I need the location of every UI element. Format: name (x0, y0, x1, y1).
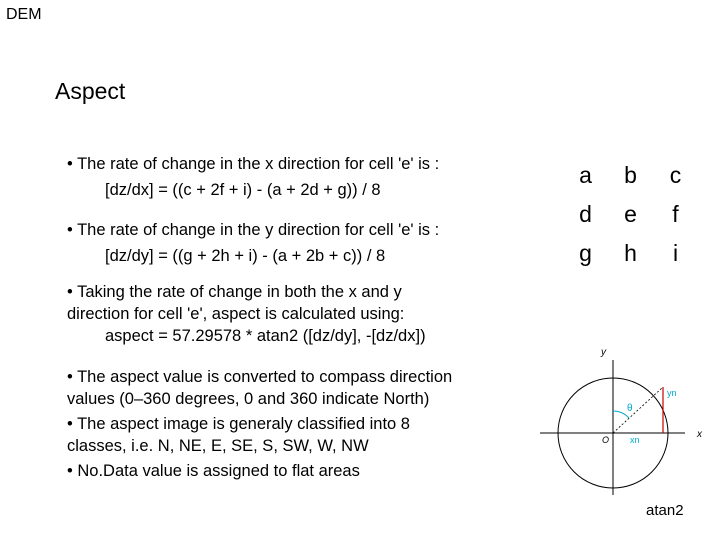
bullet-compass-line2: values (0–360 degrees, 0 and 360 indicate North) (67, 390, 430, 408)
formula-aspect: aspect = 57.29578 * atan2 ([dz/dy], -[dz/dx]) (105, 327, 426, 345)
grid-cell-c: c (669, 162, 682, 188)
grid-cell-i: i (672, 240, 679, 266)
grid-cell-b: b (624, 162, 637, 188)
x-component-label: xn (630, 435, 640, 445)
bullet-nodata: • No.Data value is assigned to flat areas (67, 462, 360, 480)
grid-cell-e: e (624, 201, 637, 227)
angle-label: θ (627, 403, 633, 414)
origin-label: O (602, 435, 610, 445)
atan2-caption: atan2 (646, 502, 684, 519)
grid-cell-f: f (672, 201, 679, 227)
bullet-classes-line2: classes, i.e. N, NE, E, SE, S, SW, W, NW (67, 437, 369, 455)
bullet-both-line1: • Taking the rate of change in both the x and y (67, 283, 402, 301)
bullet-compass-line1: • The aspect value is converted to compass direction (67, 368, 453, 386)
x-axis-label: x (697, 429, 702, 440)
bullet-both-line2: direction for cell 'e', aspect is calculated using: (67, 305, 405, 323)
grid-cell-g: g (579, 240, 592, 266)
y-axis-label: y (601, 347, 606, 358)
grid-cell-h: h (624, 240, 637, 266)
y-component-label: yn (667, 388, 677, 398)
formula-dzdx: [dz/dx] = ((c + 2f + i) - (a + 2d + g)) / 8 (105, 181, 381, 199)
cell-grid (563, 156, 698, 273)
formula-dzdy: [dz/dy] = ((g + 2h + i) - (a + 2b + c)) / 8 (105, 247, 386, 265)
bullet-x-rate: • The rate of change in the x direction for cell 'e' is : (67, 155, 440, 173)
bullet-y-rate: • The rate of change in the y direction for cell 'e' is : (67, 221, 440, 239)
bullet-classes-line1: • The aspect image is generaly classified into 8 (67, 415, 410, 433)
page-title: Aspect (55, 78, 126, 104)
grid-cell-d: d (579, 201, 592, 227)
radius-line (613, 387, 663, 433)
dem-label: DEM (6, 6, 42, 23)
atan2-diagram (535, 345, 710, 495)
grid-cell-a: a (579, 162, 592, 188)
